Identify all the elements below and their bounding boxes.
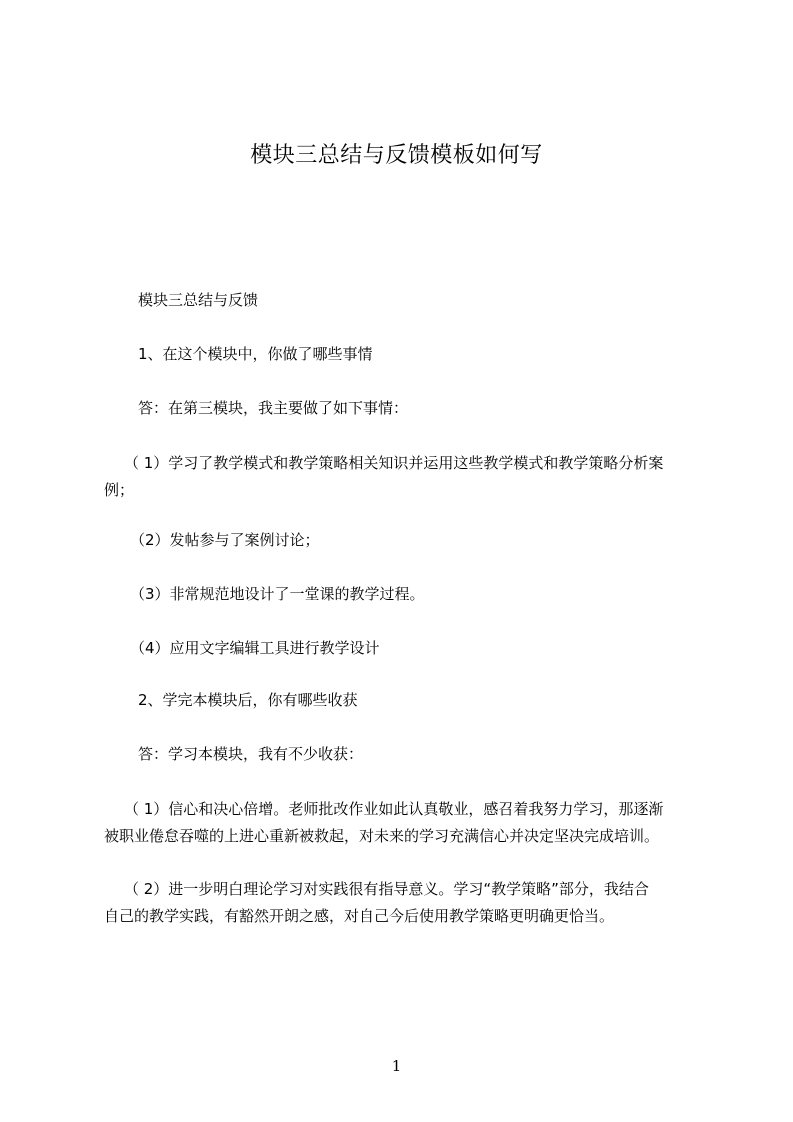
answer-2-item-1 — [104, 796, 716, 850]
question-2: 2、学完本模块后，你有哪些收获 — [138, 691, 358, 709]
answer-1-item-2: （2）发帖参与了案例讨论； — [130, 531, 320, 549]
answer-2-item-2-line-2: 自己的教学实践，有豁然开朗之感，对自己今后使用教学策略更明确更恰当。 — [104, 907, 615, 925]
answer-1-item-1-line-2: 例； — [104, 481, 135, 499]
document-title: 模块三总结与反馈模板如何写 — [250, 143, 543, 168]
answer-1-item-4: （4）应用文字编辑工具进行教学设计 — [130, 639, 380, 657]
answer-2-intro: 答：学习本模块，我有不少收获： — [138, 745, 364, 763]
page-number: 1 — [391, 1057, 402, 1075]
answer-2-item-2 — [104, 876, 716, 930]
section-heading: 模块三总结与反馈 — [138, 291, 259, 309]
answer-2-item-2-line-1: （ 2）进一步明白理论学习对实践很有指导意义。学习“教学策略”部分，我结合 — [124, 880, 649, 898]
answer-1-item-1 — [104, 450, 716, 504]
answer-1-intro: 答：在第三模块，我主要做了如下事情： — [138, 399, 409, 417]
question-1: 1、在这个模块中，你做了哪些事情 — [138, 345, 373, 363]
answer-1-item-3: （3）非常规范地设计了一堂课的教学过程。 — [130, 585, 425, 603]
answer-1-item-1-line-1: （ 1）学习了教学模式和教学策略相关知识并运用这些教学模式和教学策略分析案 — [124, 454, 664, 472]
answer-2-item-1-line-1: （ 1）信心和决心倍增。老师批改作业如此认真敬业，感召着我努力学习，那逐渐 — [124, 800, 664, 818]
answer-2-item-1-line-2: 被职业倦怠吞噬的上进心重新被救起，对未来的学习充满信心并决定坚决完成培训。 — [104, 827, 660, 845]
